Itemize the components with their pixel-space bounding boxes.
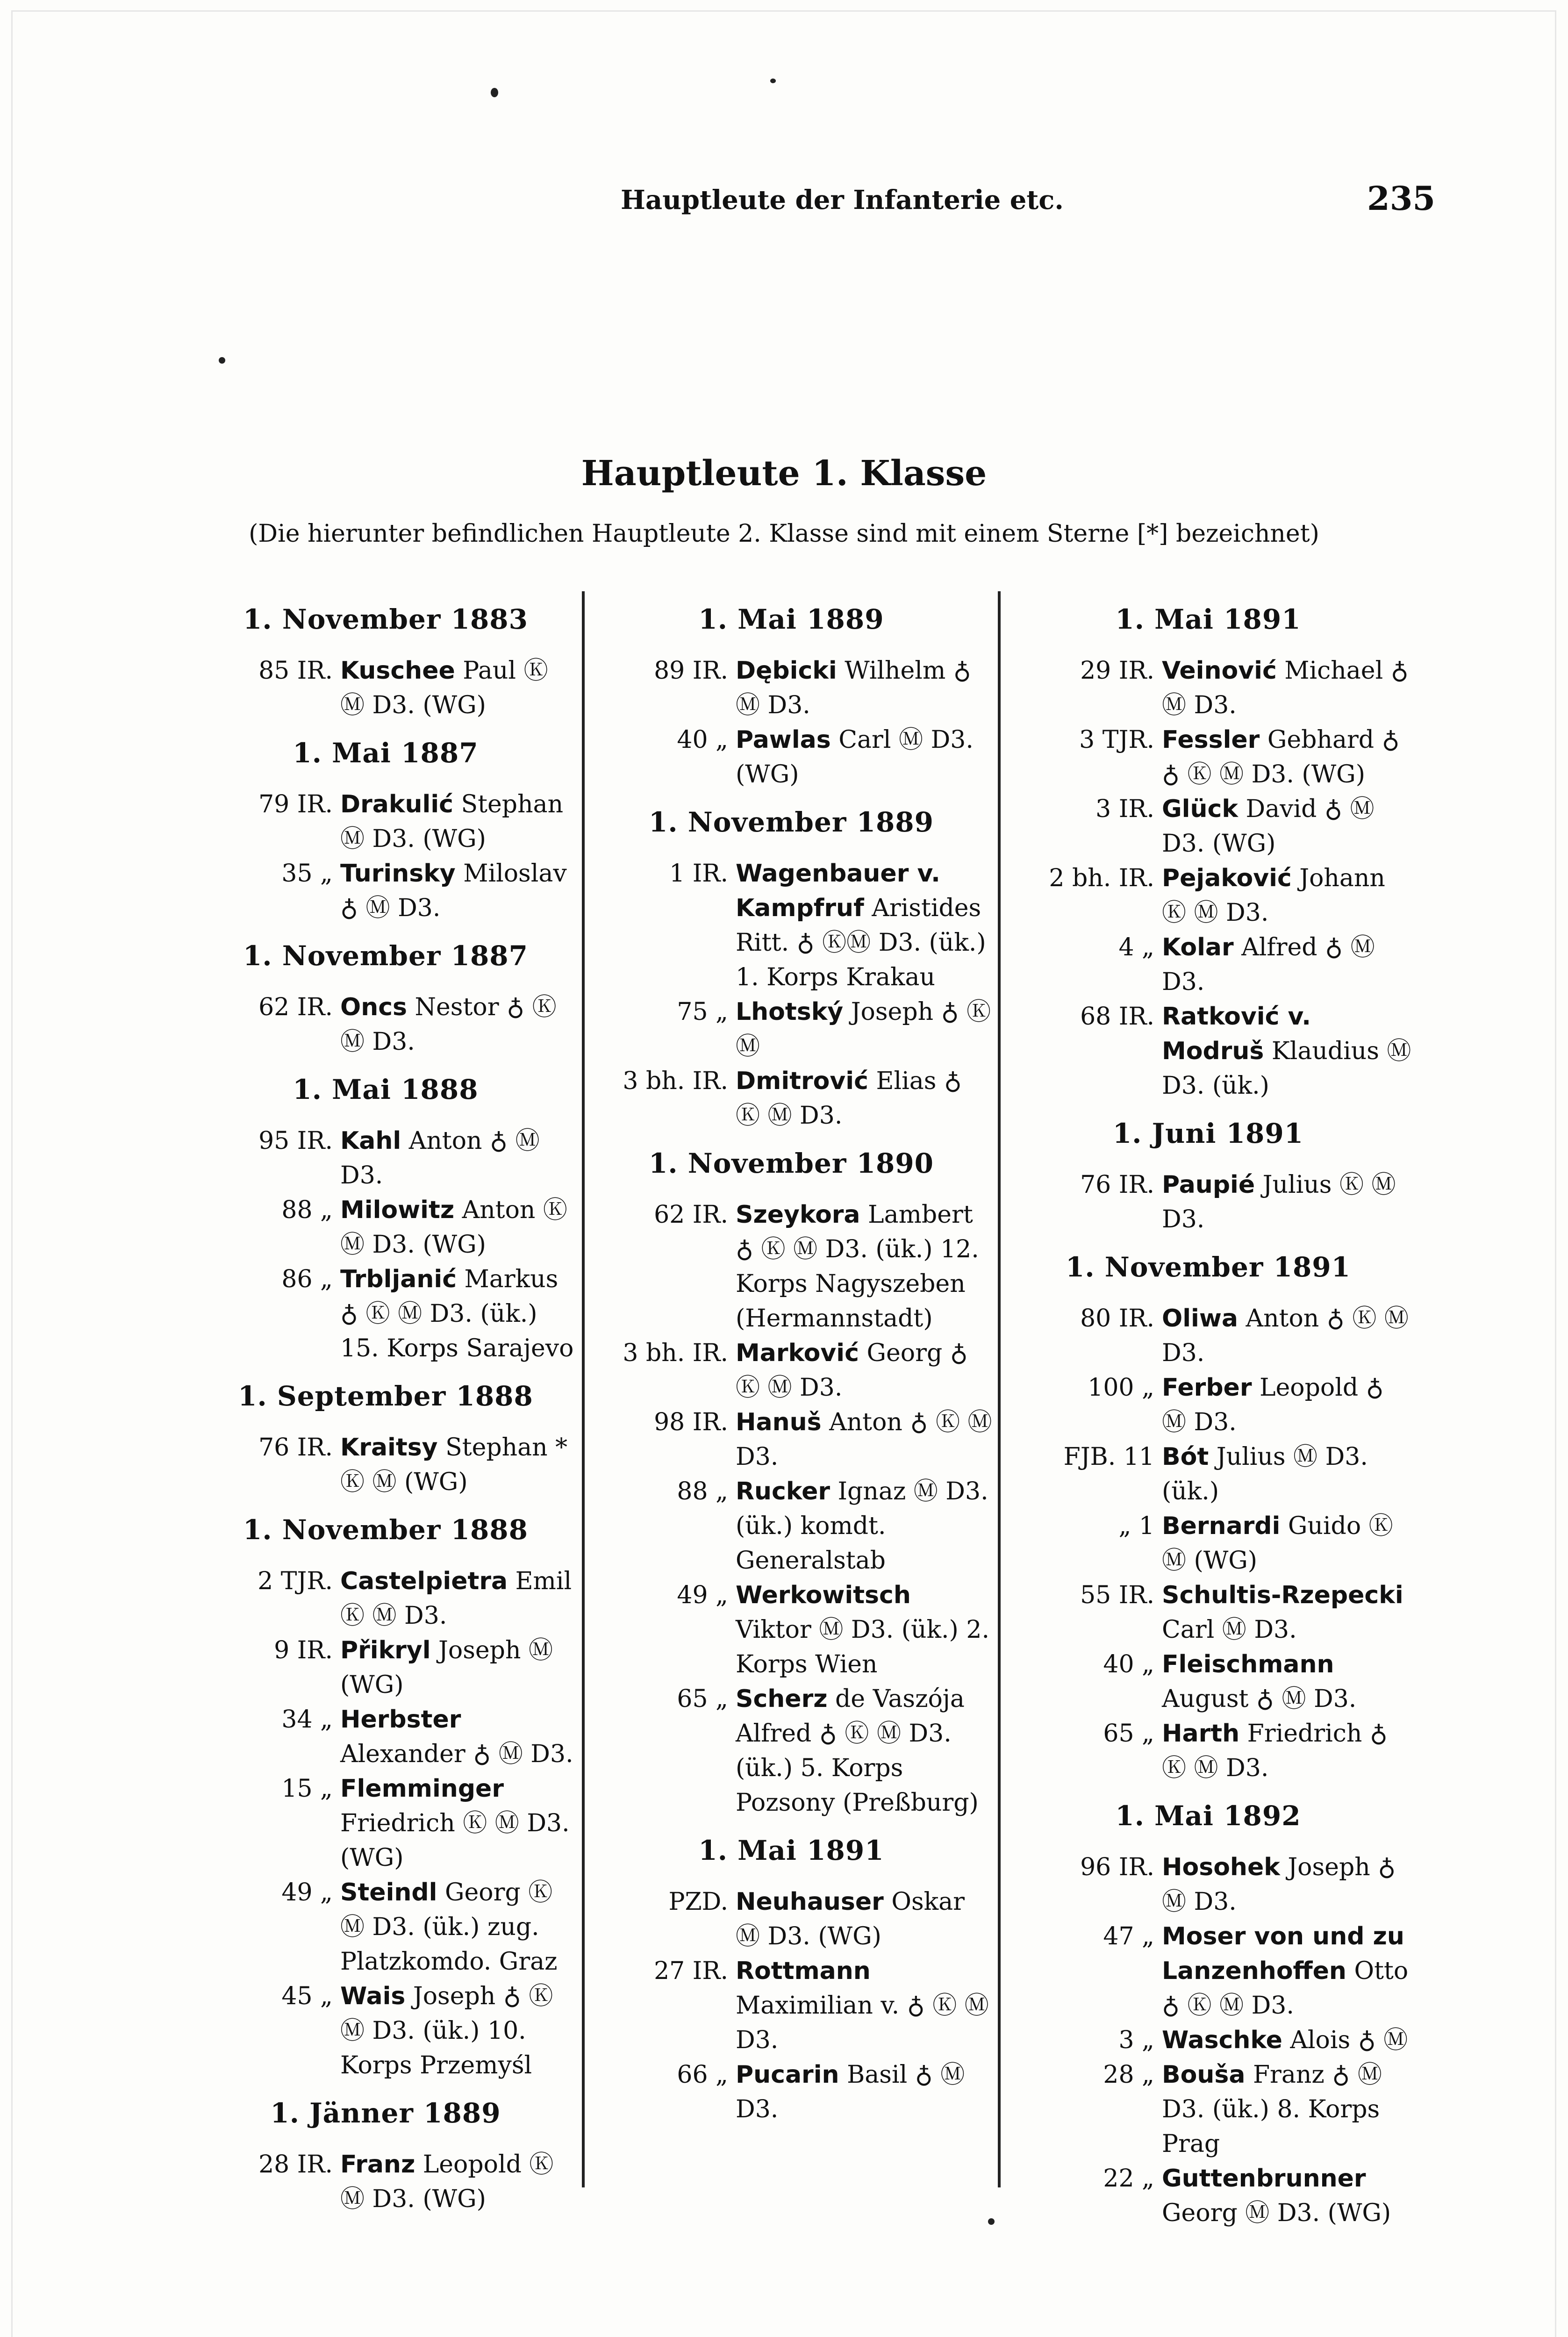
entry-body	[340, 1262, 580, 1366]
unit-label: 3 TJR.	[1079, 726, 1154, 754]
section	[192, 939, 580, 1059]
section	[590, 1833, 993, 2127]
officer-name: Paupié	[1162, 1171, 1255, 1199]
officer-entry	[1005, 1301, 1411, 1370]
unit-label: 76 IR.	[1080, 1171, 1154, 1199]
officer-entry	[1005, 653, 1411, 723]
officer-entry	[192, 1564, 580, 1633]
unit-label: 45 „	[281, 1982, 333, 2010]
section	[590, 1146, 993, 1820]
officer-name: Guttenbrunner	[1162, 2165, 1366, 2193]
entry-body	[1162, 930, 1411, 999]
unit-label: 3 IR.	[1095, 795, 1154, 823]
officer-entry	[590, 1682, 993, 1820]
officer-entry	[1005, 1578, 1411, 1647]
entry-details: Joseph ♁ Ⓚ Ⓜ	[736, 998, 991, 1061]
officer-name: Neuhauser	[736, 1888, 884, 1916]
section	[192, 1072, 580, 1366]
officer-name: Wais	[340, 1982, 406, 2010]
entry-details: Emil Ⓚ Ⓜ D3.	[340, 1567, 572, 1630]
entry-details: Georg ♁ Ⓚ Ⓜ D3.	[736, 1339, 968, 1402]
unit-label: 29 IR.	[1080, 657, 1154, 685]
section	[192, 736, 580, 925]
section-date: 1. November 1883	[243, 603, 529, 635]
officer-entry	[1005, 1850, 1411, 1919]
officer-entry	[1005, 2023, 1411, 2057]
officer-name: Oliwa	[1162, 1305, 1238, 1333]
officer-entry	[192, 1979, 580, 2083]
entry-body	[736, 1474, 993, 1578]
ink-speck	[988, 2218, 995, 2225]
officer-entry	[192, 1702, 580, 1771]
entry-details: Stephan Ⓜ D3. (WG)	[340, 790, 564, 853]
officer-entry	[590, 1954, 993, 2057]
entry-details: Paul Ⓚ Ⓜ D3. (WG)	[340, 657, 548, 719]
officer-entry	[1005, 1919, 1411, 2023]
section-date: 1. Jänner 1889	[270, 2097, 501, 2129]
officer-entry	[590, 1578, 993, 1682]
entry-details: Anton ♁ Ⓚ Ⓜ D3.	[1162, 1305, 1409, 1367]
entry-body	[340, 1702, 580, 1771]
entry-body	[736, 1682, 993, 1820]
entry-details: Georg Ⓚ Ⓜ D3. (ük.) zug. Platzkomdo. Graz	[340, 1878, 558, 1976]
entry-details: Friedrich Ⓚ Ⓜ D3. (WG)	[340, 1809, 570, 1872]
entry-body	[736, 1405, 993, 1474]
officer-entry	[192, 990, 580, 1059]
entry-details: Anton ♁ Ⓚ Ⓜ D3.	[736, 1408, 992, 1471]
unit-label: 62 IR.	[258, 993, 333, 1021]
unit-label: 3 bh. IR.	[623, 1339, 728, 1367]
officer-entry	[192, 1262, 580, 1366]
officer-entry	[192, 1771, 580, 1875]
entry-body	[1162, 999, 1411, 1103]
officer-name: Rottmann	[736, 1957, 871, 1985]
officer-name: Bernardi	[1162, 1512, 1281, 1540]
entry-body	[340, 2147, 580, 2216]
entry-details: Franz ♁ Ⓜ D3. (ük.) 8. Korps Prag	[1162, 2061, 1382, 2158]
entry-details: David ♁ Ⓜ D3. (WG)	[1162, 795, 1375, 858]
officer-entry	[590, 653, 993, 723]
section-date: 1. Juni 1891	[1112, 1118, 1304, 1149]
officer-name: Scherz	[736, 1685, 828, 1713]
unit-label: 66 „	[677, 2061, 728, 2089]
entry-body	[340, 1430, 580, 1499]
entry-body	[736, 1197, 993, 1336]
officer-name: Glück	[1162, 795, 1238, 823]
officer-name: Marković	[736, 1339, 859, 1367]
unit-label: 85 IR.	[258, 657, 333, 685]
section-date: 1. Mai 1889	[698, 603, 884, 635]
entry-body	[1162, 1509, 1411, 1578]
officer-name: Hosohek	[1162, 1853, 1280, 1881]
entry-body	[736, 995, 993, 1064]
officer-entry	[1005, 930, 1411, 999]
entry-details: Guido Ⓚ Ⓜ (WG)	[1162, 1512, 1393, 1575]
unit-label: 28 IR.	[258, 2151, 333, 2179]
entry-details: Markus ♁ Ⓚ Ⓜ D3. (ük.) 15. Korps Sarajevo	[340, 1265, 574, 1362]
officer-entry	[1005, 1168, 1411, 1237]
officer-entry	[1005, 792, 1411, 861]
officer-entry	[1005, 1716, 1411, 1785]
section-date: 1. Mai 1888	[293, 1074, 479, 1105]
officer-name: Trbljanić	[340, 1265, 457, 1293]
officer-name: Lhotský	[736, 998, 844, 1026]
entry-details: Carl Ⓜ D3.	[1162, 1616, 1297, 1644]
section-date: 1. November 1887	[243, 940, 529, 972]
entry-details: Alfred ♁ Ⓜ D3.	[1162, 933, 1375, 996]
section-date: 1. Mai 1892	[1115, 1800, 1301, 1832]
unit-label: FJB. 11	[1063, 1443, 1154, 1471]
officer-name: Franz	[340, 2151, 415, 2179]
officer-name: Milowitz	[340, 1196, 455, 1224]
unit-label: 35 „	[281, 860, 333, 888]
officer-name: Veinović	[1162, 657, 1277, 685]
unit-label: 100 „	[1088, 1374, 1154, 1402]
officer-entry	[1005, 2161, 1411, 2230]
entry-body	[1162, 2023, 1411, 2057]
unit-label: 68 IR.	[1080, 1003, 1154, 1031]
unit-label: 47 „	[1103, 1922, 1154, 1950]
entry-details: Nestor ♁ Ⓚ Ⓜ D3.	[340, 993, 557, 1056]
officer-name: Přikryl	[340, 1636, 431, 1664]
running-header: Hauptleute der Infanterie etc.	[621, 185, 1064, 215]
section-date: 1. November 1889	[648, 806, 934, 838]
unit-label: 28 „	[1103, 2061, 1154, 2089]
section	[192, 2096, 580, 2216]
section	[1005, 1250, 1411, 1785]
entry-body	[1162, 1919, 1411, 2023]
entry-details: Anton ♁ Ⓜ D3.	[340, 1127, 540, 1190]
officer-entry	[590, 1336, 993, 1405]
officer-entry	[192, 1633, 580, 1702]
entry-details: Georg Ⓜ D3. (WG)	[1162, 2199, 1391, 2227]
unit-label: „ 1	[1118, 1512, 1154, 1540]
entry-body	[340, 856, 580, 925]
page-number: 235	[1367, 179, 1436, 218]
entry-body	[340, 787, 580, 856]
officer-name: Ratković v. Modruš	[1162, 1003, 1311, 1065]
unit-label: PZD.	[668, 1888, 728, 1916]
entry-details: Oskar Ⓜ D3. (WG)	[736, 1888, 965, 1950]
officer-name: Turinsky	[340, 860, 456, 888]
unit-label: 2 TJR.	[258, 1567, 333, 1595]
officer-entry	[192, 1193, 580, 1262]
unit-label: 3 „	[1118, 2026, 1154, 2054]
entry-details: Joseph ♁ Ⓚ Ⓜ D3. (ük.) 10. Korps Przemyśl	[340, 1982, 553, 2079]
unit-label: 15 „	[281, 1775, 333, 1803]
entry-details: Miloslav ♁ Ⓜ D3.	[340, 860, 567, 922]
section	[1005, 1799, 1411, 2230]
entry-body	[736, 723, 993, 792]
entry-details: Michael ♁ Ⓜ D3.	[1162, 657, 1409, 719]
entry-body	[1162, 2161, 1411, 2230]
officer-name: Schultis-Rzepecki	[1162, 1581, 1403, 1609]
entry-details: Wilhelm ♁ Ⓜ D3.	[736, 657, 971, 719]
officer-name: Pejaković	[1162, 864, 1292, 892]
entry-body	[736, 856, 993, 995]
entry-details: Joseph Ⓜ (WG)	[340, 1636, 553, 1699]
unit-label: 75 „	[677, 998, 728, 1026]
officer-name: Oncs	[340, 993, 407, 1021]
unit-label: 79 IR.	[258, 790, 333, 818]
officer-entry	[1005, 1370, 1411, 1440]
officer-name: Harth	[1162, 1720, 1240, 1748]
entry-body	[340, 1193, 580, 1262]
officer-name: Ferber	[1162, 1374, 1252, 1402]
section-date: 1. November 1891	[1065, 1251, 1351, 1283]
entry-details: Julius Ⓜ D3. (ük.)	[1162, 1443, 1368, 1505]
officer-entry	[590, 1474, 993, 1578]
entry-body	[340, 1979, 580, 2083]
entry-body	[1162, 792, 1411, 861]
entry-details: Viktor Ⓜ D3. (ük.) 2. Korps Wien	[736, 1616, 989, 1678]
entry-body	[1162, 861, 1411, 930]
entry-details: Leopold ♁ Ⓜ D3.	[1162, 1374, 1384, 1436]
officer-entry	[192, 856, 580, 925]
entry-details: Friedrich ♁ Ⓚ Ⓜ D3.	[1162, 1720, 1388, 1782]
officer-name: Pawlas	[736, 726, 831, 754]
entry-details: Leopold Ⓚ Ⓜ D3. (WG)	[340, 2151, 554, 2213]
unit-label: 95 IR.	[258, 1127, 333, 1155]
column-1	[192, 589, 580, 2216]
officer-name: Bouša	[1162, 2061, 1246, 2089]
entry-body	[736, 653, 993, 723]
unit-label: 40 „	[677, 726, 728, 754]
unit-label: 88 „	[677, 1477, 728, 1505]
entry-body	[736, 1954, 993, 2057]
section	[590, 602, 993, 792]
unit-label: 80 IR.	[1080, 1305, 1154, 1333]
unit-label: 34 „	[281, 1706, 333, 1734]
page-title: Hauptleute 1. Klasse	[581, 453, 987, 494]
entry-body	[340, 1875, 580, 1979]
officer-name: Kahl	[340, 1127, 401, 1155]
ink-speck	[770, 79, 776, 83]
entry-details: Otto ♁ Ⓚ Ⓜ D3.	[1162, 1957, 1409, 2020]
unit-label: 89 IR.	[654, 657, 728, 685]
officer-name: Castelpietra	[340, 1567, 508, 1595]
entry-details: Lambert ♁ Ⓚ Ⓜ D3. (ük.) 12. Korps Nagyszeben (Hermannstadt)	[736, 1201, 979, 1333]
entry-details: Gebhard ♁ ♁ Ⓚ Ⓜ D3. (WG)	[1162, 726, 1400, 789]
entry-details: August ♁ Ⓜ D3.	[1162, 1685, 1357, 1713]
officer-entry	[1005, 999, 1411, 1103]
entry-body	[340, 1564, 580, 1633]
entry-details: Julius Ⓚ Ⓜ D3.	[1162, 1171, 1396, 1233]
officer-entry	[1005, 2057, 1411, 2161]
unit-label: 88 „	[281, 1196, 333, 1224]
officer-name: Dębicki	[736, 657, 837, 685]
officer-name: Waschke	[1162, 2026, 1282, 2054]
column-divider	[998, 591, 1001, 2187]
officer-entry	[590, 1064, 993, 1133]
section	[192, 1513, 580, 2083]
entry-body	[736, 1885, 993, 1954]
officer-entry	[590, 723, 993, 792]
officer-entry	[1005, 1509, 1411, 1578]
unit-label: 55 IR.	[1080, 1581, 1154, 1609]
entry-body	[1162, 1850, 1411, 1919]
unit-label: 27 IR.	[654, 1957, 728, 1985]
column-divider	[582, 591, 585, 2187]
unit-label: 65 „	[677, 1685, 728, 1713]
column-3	[1005, 589, 1411, 2230]
officer-entry	[590, 856, 993, 995]
ink-speck	[219, 357, 225, 364]
column-2	[590, 589, 993, 2127]
entry-body	[736, 1336, 993, 1405]
officer-name: Szeykora	[736, 1201, 860, 1229]
section-date: 1. Mai 1891	[1115, 603, 1301, 635]
entry-details: Carl Ⓜ D3. (WG)	[736, 726, 974, 789]
officer-name: Bót	[1162, 1443, 1209, 1471]
unit-label: 4 „	[1118, 933, 1154, 961]
section	[192, 1379, 580, 1499]
officer-name: Werkowitsch	[736, 1581, 911, 1609]
officer-entry	[590, 1405, 993, 1474]
unit-label: 76 IR.	[258, 1434, 333, 1462]
section	[1005, 602, 1411, 1103]
entry-body	[1162, 1168, 1411, 1237]
officer-entry	[590, 2057, 993, 2127]
entry-body	[340, 653, 580, 723]
officer-entry	[590, 1197, 993, 1336]
section	[1005, 1116, 1411, 1237]
officer-entry	[1005, 1440, 1411, 1509]
entry-details: Anton Ⓚ Ⓜ D3. (WG)	[340, 1196, 567, 1259]
officer-name: Drakulić	[340, 790, 453, 818]
section	[192, 602, 580, 723]
officer-entry	[192, 2147, 580, 2216]
officer-name: Hanuš	[736, 1408, 822, 1436]
entry-body	[736, 1064, 993, 1133]
entry-body	[1162, 1716, 1411, 1785]
section-date: 1. September 1888	[238, 1380, 533, 1412]
entry-details: Joseph ♁ Ⓜ D3.	[1162, 1853, 1396, 1916]
entry-details: Elias ♁ Ⓚ Ⓜ D3.	[736, 1067, 962, 1130]
section-date: 1. November 1890	[648, 1147, 934, 1179]
officer-entry	[192, 653, 580, 723]
ink-speck	[491, 88, 498, 97]
entry-body	[340, 990, 580, 1059]
unit-label: 1 IR.	[669, 860, 728, 888]
unit-label: 62 IR.	[654, 1201, 728, 1229]
entry-details: Alois ♁ Ⓜ	[1282, 2026, 1408, 2054]
entry-body	[340, 1771, 580, 1875]
entry-details: Alexander ♁ Ⓜ D3.	[340, 1740, 573, 1768]
entry-body	[340, 1633, 580, 1702]
entry-body	[1162, 1370, 1411, 1440]
officer-name: Kolar	[1162, 933, 1234, 961]
entry-details: Basil ♁ Ⓜ D3.	[736, 2061, 965, 2123]
entry-body	[1162, 1440, 1411, 1509]
unit-label: 98 IR.	[654, 1408, 728, 1436]
unit-label: 2 bh. IR.	[1049, 864, 1154, 892]
entry-details: Ignaz Ⓜ D3. (ük.) komdt. Generalstab	[736, 1477, 988, 1575]
officer-name: Kuschee	[340, 657, 455, 685]
unit-label: 65 „	[1103, 1720, 1154, 1748]
entry-details: Klaudius Ⓜ D3. (ük.)	[1162, 1037, 1411, 1100]
entry-body	[1162, 1301, 1411, 1370]
entry-body	[1162, 1647, 1411, 1716]
unit-label: 22 „	[1103, 2165, 1154, 2193]
section-date: 1. November 1888	[243, 1514, 529, 1546]
entry-body	[1162, 653, 1411, 723]
entry-details: de Vaszója Alfred ♁ Ⓚ Ⓜ D3. (ük.) 5. Korps Pozsony (Preßburg)	[736, 1685, 979, 1817]
entry-body	[1162, 1578, 1411, 1647]
entry-details: Stephan * Ⓚ Ⓜ (WG)	[340, 1434, 568, 1496]
officer-entry	[1005, 861, 1411, 930]
entry-details: Aristides Ritt. ♁ ⓀⓂ D3. (ük.) 1. Korps Krakau	[736, 894, 986, 991]
officer-name: Steindl	[340, 1878, 437, 1907]
officer-name: Fessler	[1162, 726, 1260, 754]
unit-label: 3 bh. IR.	[623, 1067, 728, 1095]
section	[590, 805, 993, 1133]
officer-name: Moser von und zu Lanzenhoffen	[1162, 1922, 1404, 1985]
unit-label: 86 „	[281, 1265, 333, 1293]
officer-entry	[192, 1430, 580, 1499]
entry-details: Johann Ⓚ Ⓜ D3.	[1162, 864, 1385, 927]
officer-name: Herbster	[340, 1706, 461, 1734]
unit-label: 49 „	[677, 1581, 728, 1609]
entry-body	[736, 1578, 993, 1682]
section-date: 1. Mai 1891	[698, 1835, 884, 1866]
entry-body	[736, 2057, 993, 2127]
officer-name: Kraitsy	[340, 1434, 438, 1462]
entry-body	[1162, 723, 1411, 792]
entry-body	[340, 1124, 580, 1193]
unit-label: 9 IR.	[274, 1636, 333, 1664]
officer-entry	[1005, 723, 1411, 792]
officer-name: Wagenbauer v. Kampfruf	[736, 860, 940, 922]
unit-label: 40 „	[1103, 1650, 1154, 1678]
officer-name: Pucarin	[736, 2061, 839, 2089]
officer-name: Rucker	[736, 1477, 830, 1505]
officer-entry	[590, 995, 993, 1064]
officer-name: Flemminger	[340, 1775, 504, 1803]
officer-entry	[192, 1124, 580, 1193]
officer-entry	[192, 1875, 580, 1979]
section-date: 1. Mai 1887	[293, 737, 479, 769]
officer-entry	[192, 787, 580, 856]
unit-label: 96 IR.	[1080, 1853, 1154, 1881]
entry-body	[1162, 2057, 1411, 2161]
officer-name: Dmitrović	[736, 1067, 868, 1095]
unit-label: 49 „	[281, 1878, 333, 1907]
officer-name: Fleischmann	[1162, 1650, 1334, 1678]
page-subtitle: (Die hierunter befindlichen Hauptleute 2. Klasse sind mit einem Sterne [*] bezeichnet)	[249, 520, 1319, 548]
officer-entry	[590, 1885, 993, 1954]
officer-entry	[1005, 1647, 1411, 1716]
entry-details: Maximilian v. ♁ Ⓚ Ⓜ D3.	[736, 1992, 989, 2054]
